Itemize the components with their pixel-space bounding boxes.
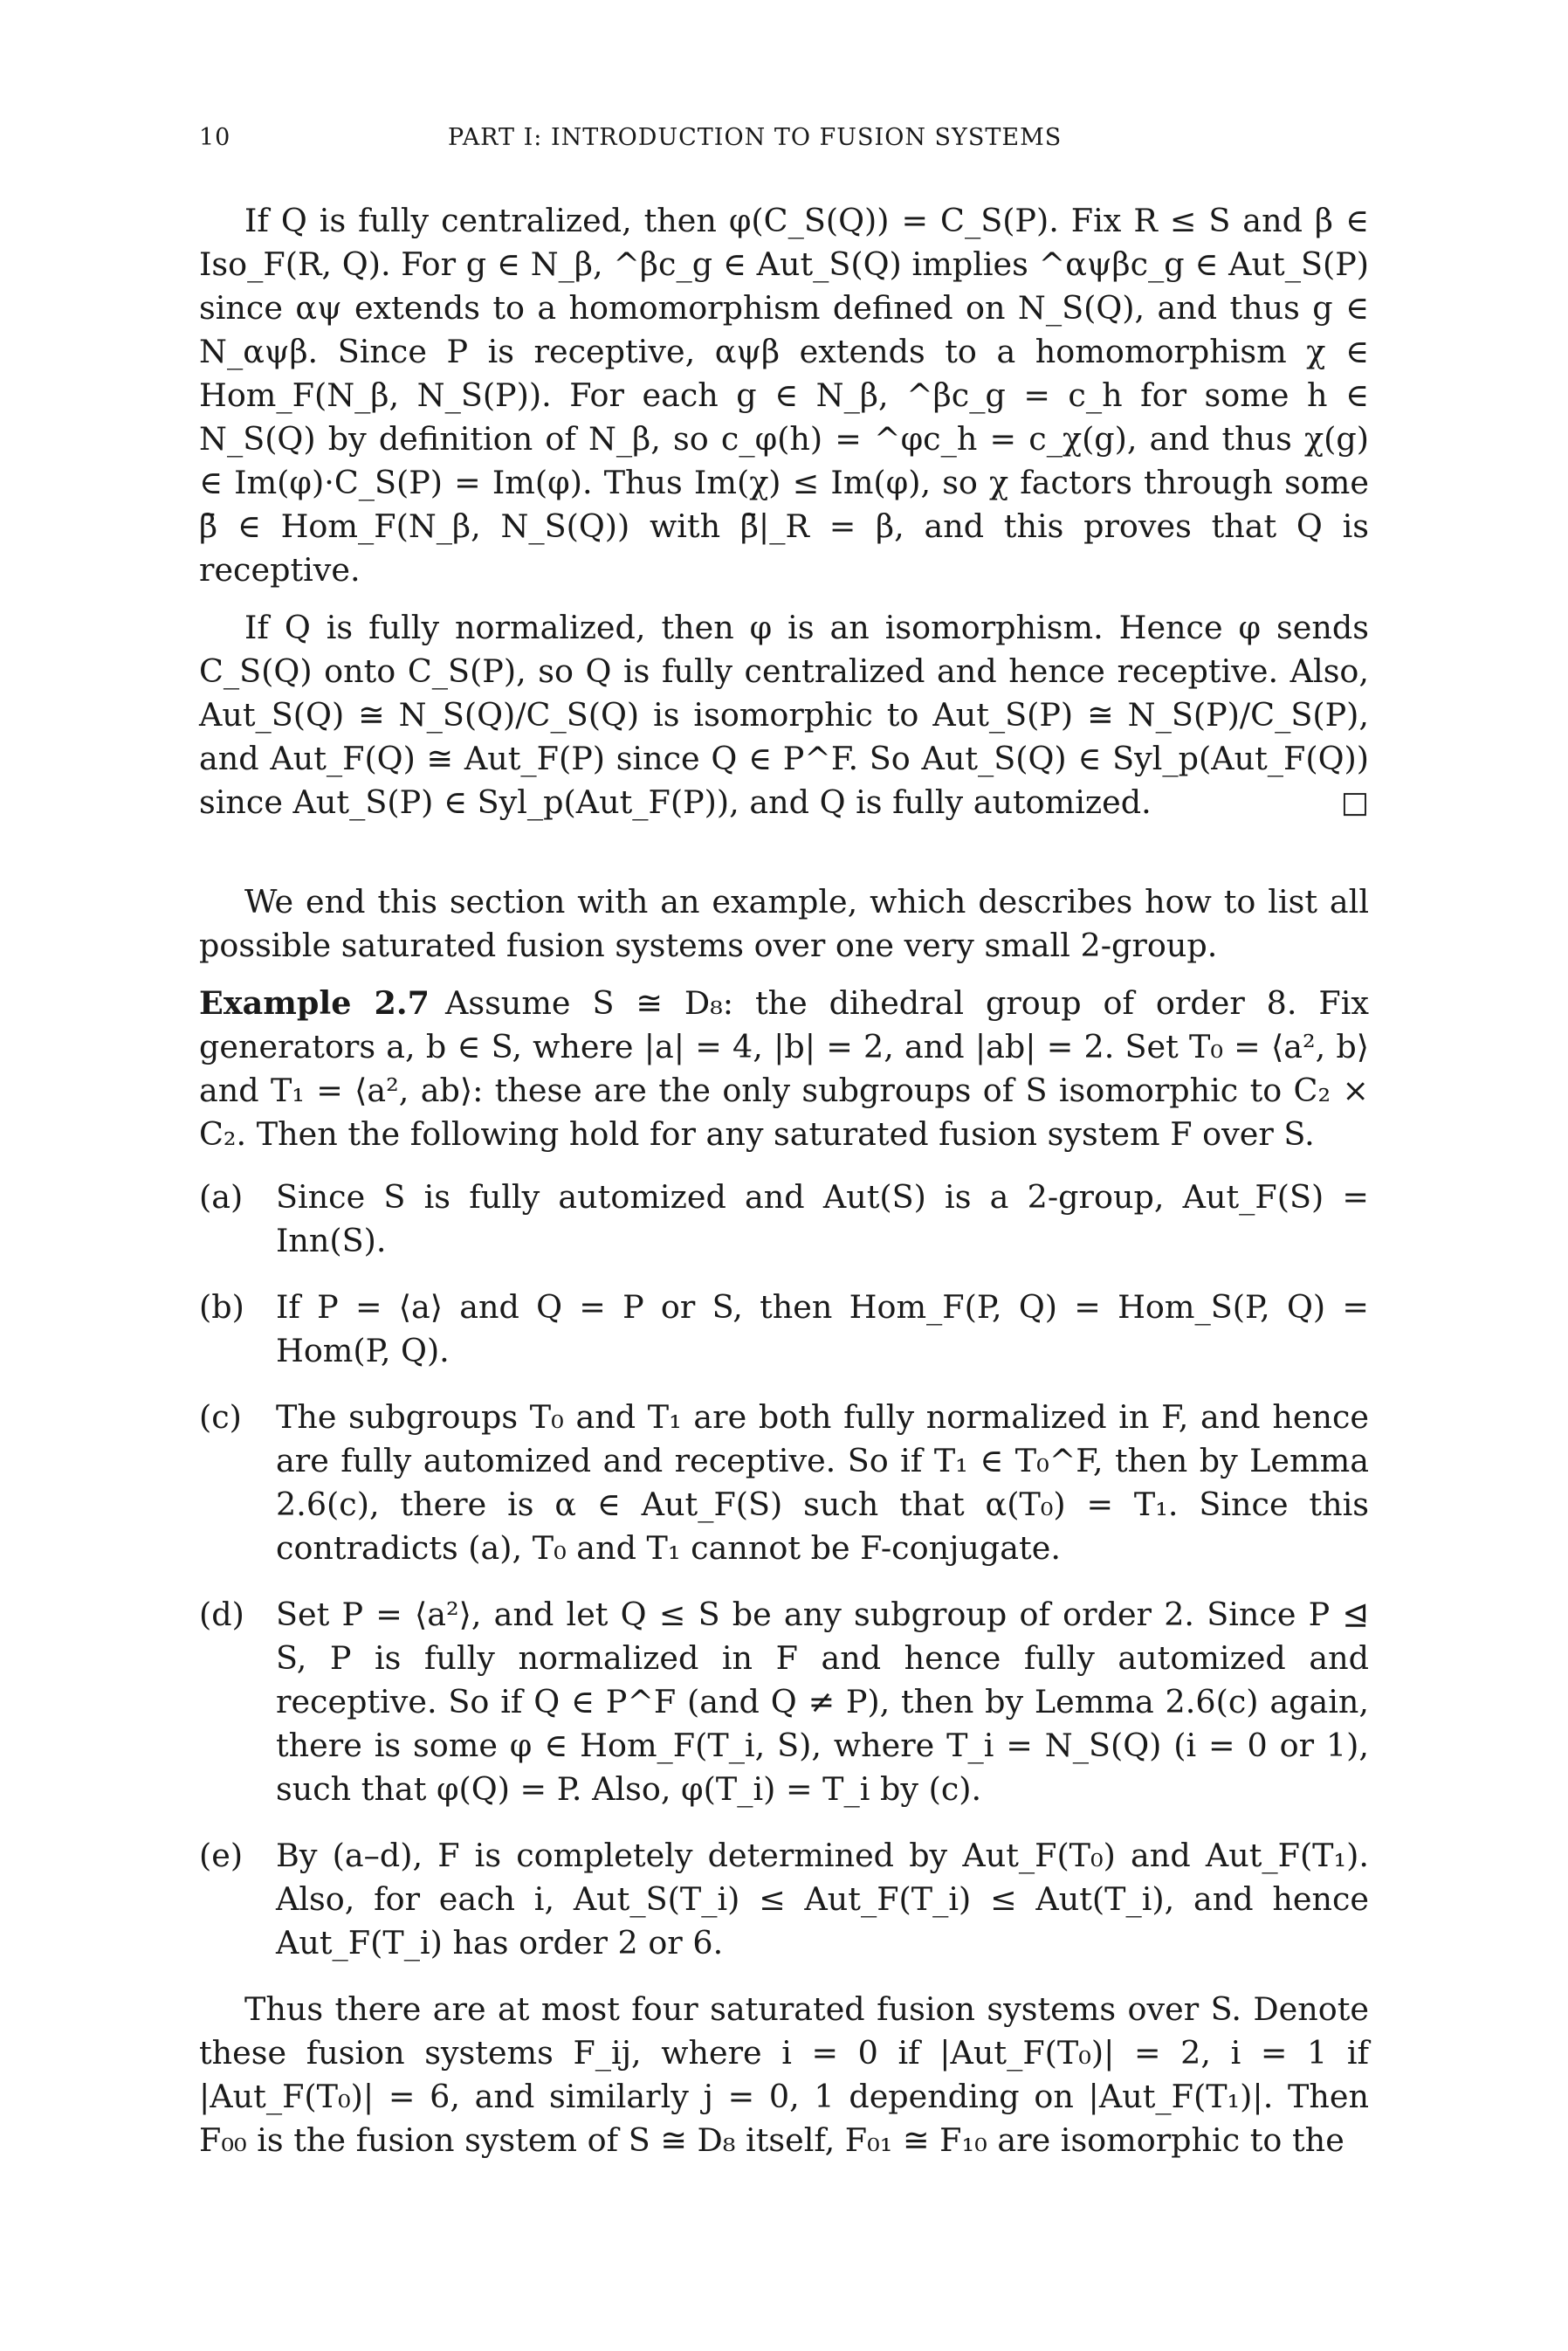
item-label: (a) [199,1178,244,1216]
item-text: The subgroups T₀ and T₁ are both fully normalized in F, and hence are fully automized and receptive. So if T₁ ∈ T₀^F, then by Lemma 2.6(c), there is α ∈ Aut_F(S) such that α(T₀) = T₁. Since this contradicts (a), T₀ and T₁ cannot be F-conjugate. [276,1398,1369,1567]
item-text: If P = ⟨a⟩ and Q = P or S, then Hom_F(P, Q) = Hom_S(P, Q) = Hom(P, Q). [276,1288,1369,1369]
list-item [199,1286,1369,1373]
paragraph-proof-receptive: If Q is fully centralized, then φ(C_S(Q)) = C_S(P). Fix R ≤ S and β ∈ Iso_F(R, Q). For g ∈ N_β, ^βc_g ∈ Aut_S(Q) implies ^αψβc_g ∈ Aut_S(P) since αψ extends to a homomorphism defined on N_S(Q), and thus g ∈ N_αψβ. Since P is receptive, αψβ extends to a homomorphism χ ∈ Hom_F(N_β, N_S(P)). For each g ∈ N_β, ^βc_g = c_h for some h ∈ N_S(Q) by definition of N_β, so c_φ(h) = ^φc_h = c_χ(g), and thus χ(g) ∈ Im(φ)·C_S(P) = Im(φ). Thus Im(χ) ≤ Im(φ), so χ factors through some β̄ ∈ Hom_F(N_β, N_S(Q)) with β̄|_R = β, and this proves that Q is receptive. [199,202,1369,589]
item-label: (d) [199,1596,244,1633]
qed-icon: □ [1340,785,1369,820]
item-text: Since S is fully automized and Aut(S) is a 2-group, Aut_F(S) = Inn(S). [276,1178,1369,1259]
page-number: 10 [199,124,231,151]
list-item [199,1593,1369,1811]
item-text: By (a–d), F is completely determined by Aut_F(T₀) and Aut_F(T₁). Also, for each i, Aut_S(T_i) ≤ Aut_F(T_i) ≤ Aut(T_i), and hence Aut_F(T_i) has order 2 or 6. [276,1837,1369,1961]
list-item [199,1834,1369,1965]
item-label: (e) [199,1837,244,1874]
list-item [199,1396,1369,1570]
paragraph-proof-normalized [199,606,1369,824]
paragraph-section-end: We end this section with an example, which describes how to list all possible saturated fusion systems over one very small 2-group. [199,883,1369,964]
item-label: (b) [199,1288,244,1326]
paragraph-proof-normalized-text: If Q is fully normalized, then φ is an isomorphism. Hence φ sends C_S(Q) onto C_S(P), so Q is fully centralized and hence receptive. Also, Aut_S(Q) ≅ N_S(Q)/C_S(Q) is isomorphic to Aut_S(P) ≅ N_S(P)/C_S(P), and Aut_F(Q) ≅ Aut_F(P) since Q ∈ P^F. So Aut_S(Q) ∈ Syl_p(Aut_F(Q)) since Aut_S(P) ∈ Syl_p(Aut_F(P)), and Q is fully automized. [199,609,1369,821]
running-header [199,124,1369,159]
example-intro: Assume S ≅ D₈: the dihedral group of order 8. Fix generators a, b ∈ S, where |a| = 4, |b| = 2, and |ab| = 2. Set T₀ = ⟨a², b⟩ and T₁ = ⟨a², ab⟩: these are the only subgroups of S isomorphic to C₂ × C₂. Then the following hold for any saturated fusion system F over S. [199,984,1369,1153]
page-body [199,199,1369,2176]
example-items [199,1176,1369,1965]
example-2-7 [199,982,1369,1156]
paragraph-conclusion: Thus there are at most four saturated fusion systems over S. Denote these fusion systems F_ij, where i = 0 if |Aut_F(T₀)| = 2, i = 1 if |Aut_F(T₀)| = 6, and similarly j = 0, 1 depending on |Aut_F(T₁)|. Then F₀₀ is the fusion system of S ≅ D₈ itself, F₀₁ ≅ F₁₀ are isomorphic to the [199,1990,1369,2159]
example-label: Example 2.7 [199,984,430,1022]
running-title: PART I: INTRODUCTION TO FUSION SYSTEMS [448,124,1063,151]
item-text: Set P = ⟨a²⟩, and let Q ≤ S be any subgroup of order 2. Since P ⊴ S, P is fully normalized in F and hence fully automized and receptive. So if Q ∈ P^F (and Q ≠ P), then by Lemma 2.6(c) again, there is some φ ∈ Hom_F(T_i, S), where T_i = N_S(Q) (i = 0 or 1), such that φ(Q) = P. Also, φ(T_i) = T_i by (c). [276,1596,1369,1808]
list-item [199,1176,1369,1263]
item-label: (c) [199,1398,242,1436]
